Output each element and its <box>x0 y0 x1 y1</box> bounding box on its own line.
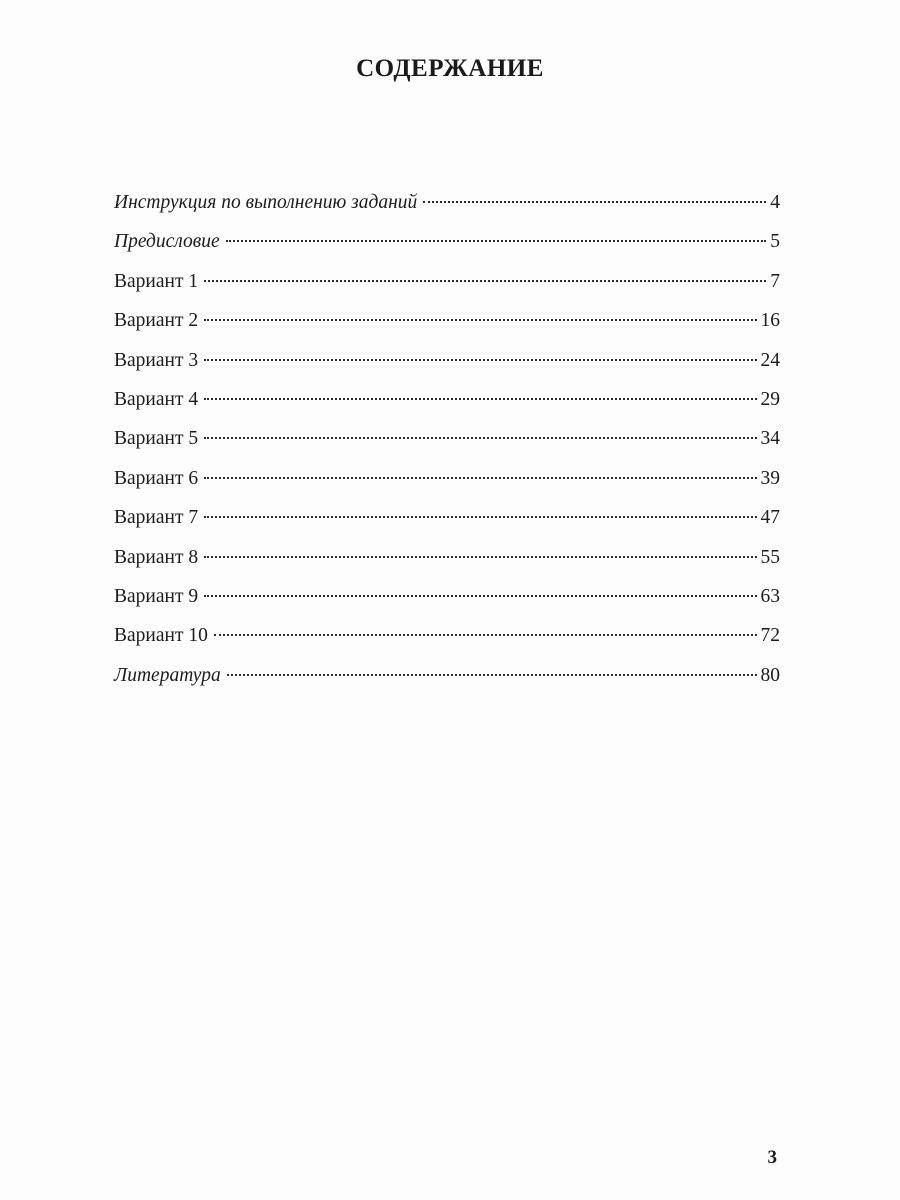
toc-entry-label: Вариант 3 <box>114 349 199 371</box>
toc-entry <box>114 310 780 349</box>
toc-entry <box>114 665 780 704</box>
toc-dot-leader <box>204 477 756 479</box>
toc-entry <box>114 547 780 586</box>
toc-dot-leader <box>204 359 756 361</box>
toc-dot-leader <box>226 240 767 242</box>
toc-entry-label: Вариант 8 <box>114 546 199 568</box>
toc-dot-leader <box>204 595 756 597</box>
toc-entry-page: 5 <box>770 231 780 253</box>
table-of-contents <box>114 192 780 704</box>
toc-entry-page: 16 <box>760 310 780 332</box>
toc-entry-page: 47 <box>760 507 780 529</box>
toc-entry <box>114 428 780 467</box>
toc-entry <box>114 192 780 231</box>
toc-dot-leader <box>204 437 756 439</box>
toc-entry <box>114 625 780 664</box>
toc-entry-page: 24 <box>760 349 780 371</box>
toc-entry <box>114 271 780 310</box>
toc-dot-leader <box>204 556 756 558</box>
page-title: СОДЕРЖАНИЕ <box>356 55 544 82</box>
toc-entry-label: Предисловие <box>114 231 220 253</box>
toc-entry <box>114 586 780 625</box>
toc-dot-leader <box>204 280 766 282</box>
toc-entry-page: 72 <box>760 625 780 647</box>
toc-entry-label: Вариант 10 <box>114 625 208 647</box>
toc-entry-page: 4 <box>770 192 780 213</box>
toc-entry <box>114 507 780 546</box>
toc-entry-page: 7 <box>770 270 780 292</box>
toc-entry-label: Инструкция по выполнению заданий <box>114 192 418 213</box>
toc-entry-page: 34 <box>760 428 780 450</box>
toc-entry <box>114 389 780 428</box>
toc-dot-leader <box>204 319 756 321</box>
toc-entry-label: Вариант 9 <box>114 585 199 607</box>
toc-entry-page: 63 <box>760 585 780 607</box>
toc-entry-label: Вариант 2 <box>114 310 199 332</box>
toc-dot-leader <box>204 516 756 518</box>
toc-dot-leader <box>423 201 766 203</box>
toc-entry-label: Вариант 6 <box>114 467 199 489</box>
toc-entry <box>114 231 780 270</box>
toc-entry-page: 29 <box>760 388 780 410</box>
toc-entry-label: Литература <box>114 664 221 686</box>
toc-entry-label: Вариант 5 <box>114 428 199 450</box>
toc-dot-leader <box>214 634 757 636</box>
toc-entry <box>114 468 780 507</box>
toc-entry-label: Вариант 1 <box>114 270 199 292</box>
toc-entry-page: 55 <box>760 546 780 568</box>
toc-dot-leader <box>227 674 757 676</box>
toc-dot-leader <box>204 398 756 400</box>
toc-entry <box>114 350 780 389</box>
toc-entry-label: Вариант 4 <box>114 388 199 410</box>
toc-entry-page: 80 <box>760 664 780 686</box>
toc-entry-label: Вариант 7 <box>114 507 199 529</box>
page-number: 3 <box>767 1147 777 1168</box>
toc-entry-page: 39 <box>760 467 780 489</box>
